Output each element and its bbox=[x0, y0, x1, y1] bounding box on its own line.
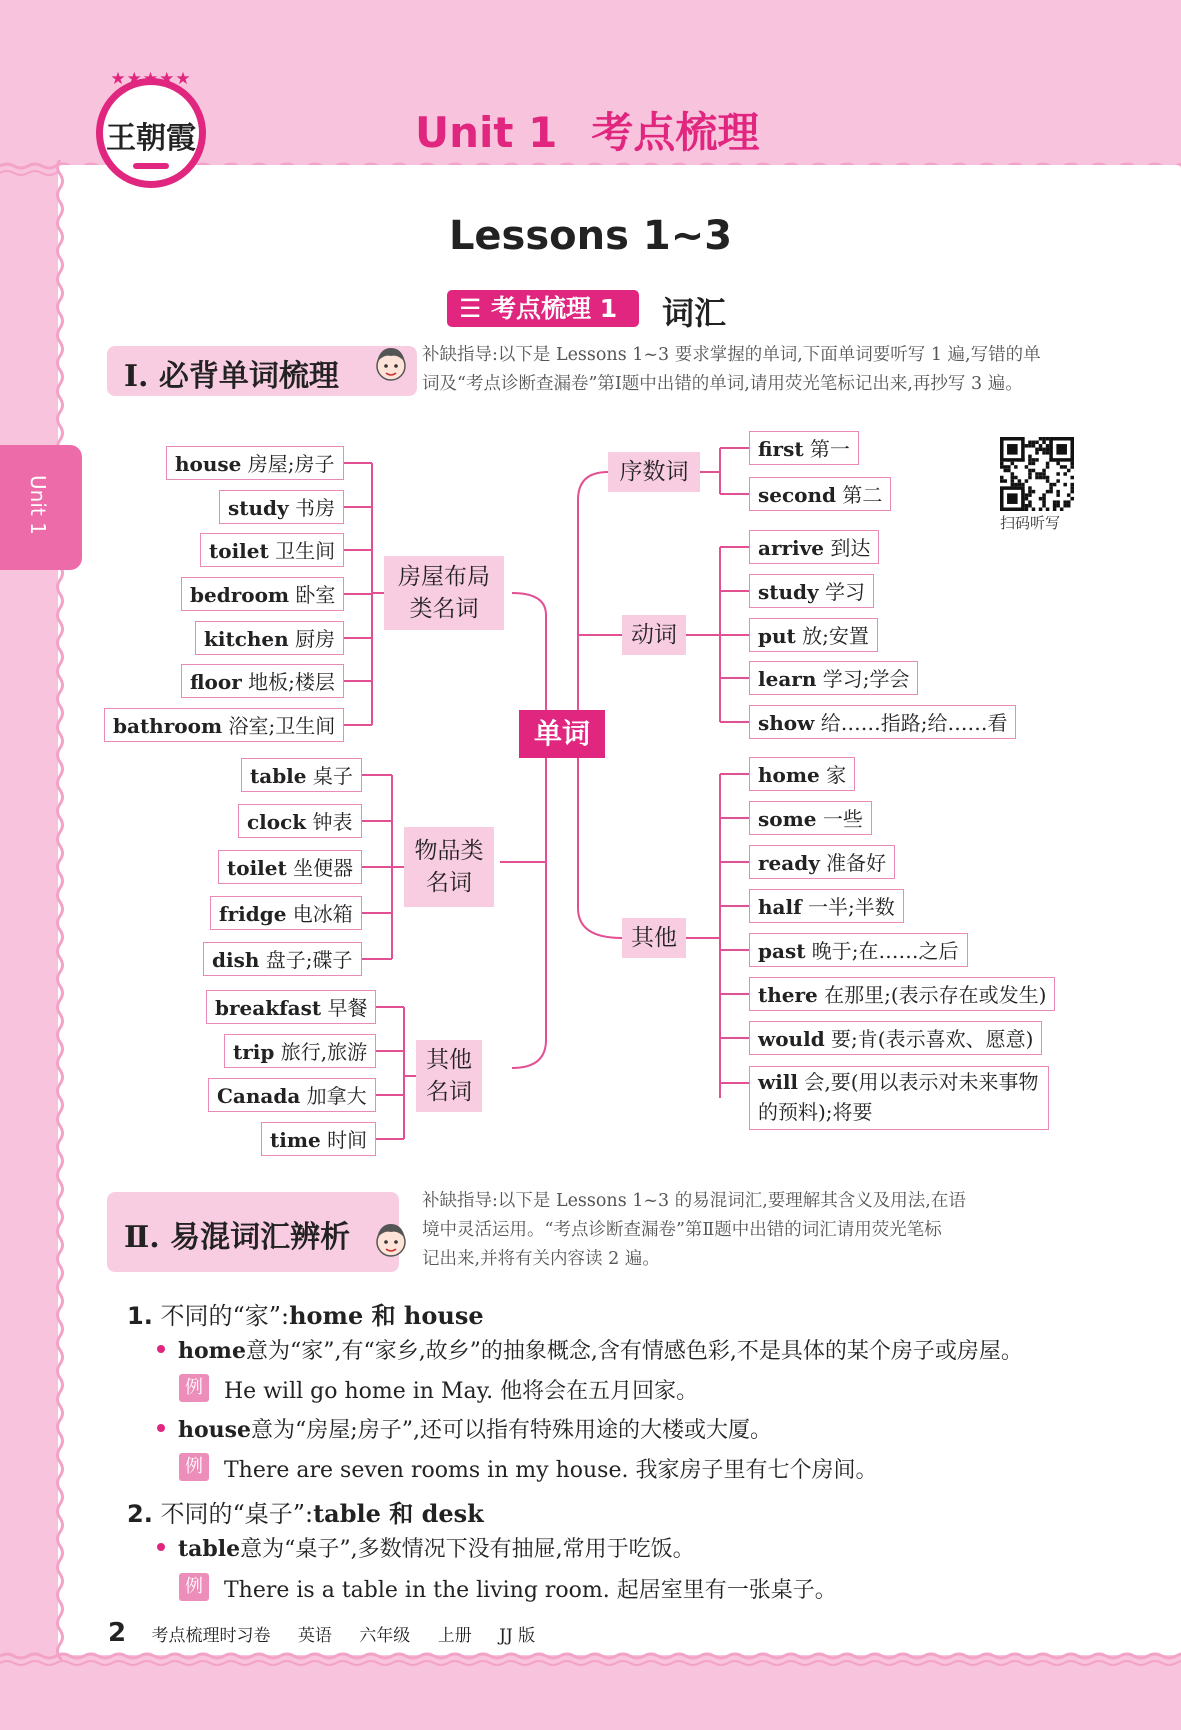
word-zh: 加拿大 bbox=[300, 1084, 367, 1108]
qr-module bbox=[1060, 507, 1064, 511]
word-zh-continued: 的预料);将要 bbox=[758, 1100, 873, 1124]
qr-module bbox=[1035, 448, 1039, 452]
qr-module bbox=[1004, 479, 1008, 483]
qr-module bbox=[1056, 493, 1060, 497]
item-heading bbox=[127, 1296, 484, 1331]
qr-module bbox=[1028, 493, 1032, 497]
side-tab bbox=[0, 445, 82, 570]
qr-module bbox=[1018, 483, 1022, 487]
qr-module bbox=[1063, 465, 1067, 469]
lessons-heading: Lessons 1~3 bbox=[448, 213, 733, 259]
word-box bbox=[241, 758, 362, 792]
qr-module bbox=[1046, 490, 1050, 494]
qr-module bbox=[1039, 472, 1043, 476]
word-en: bedroom bbox=[190, 583, 290, 607]
qr-module bbox=[1046, 476, 1050, 480]
qr-module bbox=[1046, 448, 1050, 452]
word-en: first bbox=[758, 437, 804, 461]
qr-module bbox=[1004, 465, 1008, 469]
qr-module bbox=[1049, 483, 1053, 487]
word-en: half bbox=[758, 895, 802, 919]
example-sentence: There is a table in the living room. 起居室里有一张桌子。 bbox=[224, 1578, 837, 1603]
word-en: show bbox=[758, 711, 815, 735]
qr-module bbox=[1049, 486, 1053, 490]
qr-module bbox=[1070, 483, 1074, 487]
qr-module bbox=[1000, 476, 1004, 480]
word-zh: 家 bbox=[819, 763, 847, 787]
point-body: 意为“桌子”,多数情况下没有抽屉,常用于吃饭。 bbox=[240, 1537, 695, 1562]
qr-module bbox=[1025, 507, 1029, 511]
word-zh: 卧室 bbox=[289, 583, 336, 607]
item-heading bbox=[127, 1494, 484, 1529]
word-zh: 早餐 bbox=[321, 996, 368, 1020]
category-label: 其他 bbox=[631, 925, 677, 951]
word-en: some bbox=[758, 807, 817, 831]
section-badge-label: 考点梳理 1 bbox=[491, 294, 618, 323]
word-en: will bbox=[758, 1070, 799, 1094]
category-label: 名词 bbox=[426, 1079, 472, 1105]
qr-caption: 扫码听写 bbox=[1000, 514, 1061, 532]
qr-module bbox=[1067, 493, 1071, 497]
qr-module bbox=[1046, 437, 1050, 441]
word-box bbox=[200, 533, 344, 567]
student-face-icon bbox=[372, 1218, 410, 1262]
qr-module bbox=[1028, 472, 1032, 476]
wavy-border-bottom bbox=[0, 1648, 1181, 1672]
qr-module bbox=[1004, 469, 1008, 473]
word-box bbox=[181, 577, 344, 611]
qr-module bbox=[1028, 462, 1032, 466]
word-en: floor bbox=[190, 670, 242, 694]
word-box bbox=[238, 804, 362, 838]
word-box bbox=[749, 530, 879, 564]
word-box bbox=[181, 664, 344, 698]
qr-module bbox=[1042, 469, 1046, 473]
word-zh: 第一 bbox=[803, 437, 850, 461]
word-en: put bbox=[758, 624, 796, 648]
qr-module bbox=[1070, 465, 1074, 469]
qr-module bbox=[1056, 444, 1067, 455]
page-title bbox=[415, 100, 759, 160]
qr-module bbox=[1056, 504, 1060, 508]
word-en: kitchen bbox=[204, 627, 289, 651]
qr-module bbox=[1032, 444, 1036, 448]
qr-module bbox=[1063, 483, 1067, 487]
word-zh: 在那里;(表示存在或发生) bbox=[817, 983, 1047, 1007]
logo-ribbon bbox=[133, 163, 169, 169]
category-node bbox=[416, 1040, 482, 1112]
point-body: 意为“家”,有“家乡,故乡”的抽象概念,含有情感色彩,不是具体的某个房子或房屋。 bbox=[245, 1339, 1023, 1364]
qr-module bbox=[1025, 479, 1029, 483]
qr-module bbox=[1042, 500, 1046, 504]
example-label: 例 bbox=[179, 1453, 209, 1481]
word-en: breakfast bbox=[215, 996, 322, 1020]
word-box bbox=[749, 977, 1055, 1011]
qr-module bbox=[1014, 483, 1018, 487]
category-label: 动词 bbox=[631, 622, 677, 648]
word-box bbox=[218, 850, 362, 884]
word-box bbox=[749, 477, 891, 511]
qr-module bbox=[1014, 465, 1018, 469]
qr-module bbox=[1035, 441, 1039, 445]
category-label: 其他 bbox=[426, 1047, 472, 1073]
word-en: dish bbox=[212, 948, 260, 972]
qr-module bbox=[1035, 458, 1039, 462]
word-box bbox=[749, 933, 968, 967]
word-zh: 到达 bbox=[823, 536, 871, 560]
qr-module bbox=[1042, 476, 1046, 480]
word-zh: 卫生间 bbox=[268, 539, 336, 563]
qr-module bbox=[1039, 437, 1043, 441]
category-label: 类名词 bbox=[409, 596, 479, 622]
qr-module bbox=[1028, 486, 1032, 490]
page-footer bbox=[108, 1618, 557, 1648]
category-label: 名词 bbox=[426, 870, 472, 896]
qr-module bbox=[1035, 451, 1039, 455]
qr-module bbox=[1056, 500, 1060, 504]
bullet-dot bbox=[157, 1345, 165, 1353]
qr-module bbox=[1049, 490, 1053, 494]
logo-text: 王朝霞 bbox=[106, 121, 196, 156]
word-zh: 坐便器 bbox=[286, 856, 354, 880]
point-text bbox=[178, 1413, 772, 1444]
qr-module bbox=[1028, 441, 1032, 445]
qr-module bbox=[1063, 504, 1067, 508]
point-body: 意为“房屋;房子”,还可以指有特殊用途的大楼或大厦。 bbox=[251, 1418, 772, 1443]
example-sentence: He will go home in May. 他将会在五月回家。 bbox=[224, 1379, 699, 1404]
word-box bbox=[224, 1034, 376, 1068]
item-words: table 和 desk bbox=[313, 1499, 484, 1528]
qr-module bbox=[1000, 465, 1004, 469]
word-en: ready bbox=[758, 851, 820, 875]
qr-module bbox=[1028, 469, 1032, 473]
qr-module bbox=[1042, 448, 1046, 452]
qr-module bbox=[1032, 462, 1036, 466]
qr-module bbox=[1032, 490, 1036, 494]
category-label: 房屋布局 bbox=[398, 564, 490, 590]
word-zh: 放;安置 bbox=[795, 624, 869, 648]
qr-module bbox=[1032, 458, 1036, 462]
category-label: 物品类 bbox=[414, 838, 484, 864]
word-box bbox=[195, 621, 344, 655]
word-box bbox=[749, 618, 878, 652]
word-en: there bbox=[758, 983, 818, 1007]
qr-module bbox=[1070, 490, 1074, 494]
footer-subject: 英语 bbox=[297, 1626, 332, 1646]
publisher-logo bbox=[96, 69, 206, 188]
word-zh: 浴室;卫生间 bbox=[222, 714, 336, 738]
word-en: clock bbox=[247, 810, 307, 834]
part2-guide-line1: 补缺指导:以下是 Lessons 1~3 的易混词汇,要理解其含义及用法,在语 bbox=[422, 1191, 966, 1211]
word-box bbox=[749, 431, 859, 465]
qr-module bbox=[1032, 507, 1036, 511]
word-zh: 会,要(用以表示对未来事物 bbox=[798, 1070, 1039, 1094]
category-node bbox=[384, 556, 504, 630]
title-label: 考点梳理 bbox=[591, 108, 760, 157]
qr-module bbox=[1070, 476, 1074, 480]
qr-module bbox=[1039, 444, 1043, 448]
qr-module bbox=[1007, 493, 1018, 504]
qr-module bbox=[1070, 486, 1074, 490]
word-en: toilet bbox=[227, 856, 287, 880]
qr-module bbox=[1063, 500, 1067, 504]
qr-module bbox=[1025, 497, 1029, 501]
qr-module bbox=[1067, 469, 1071, 473]
word-zh: 地板;楼层 bbox=[241, 670, 335, 694]
wavy-border-left bbox=[48, 160, 72, 1660]
qr-module bbox=[1042, 441, 1046, 445]
point-term: home bbox=[178, 1338, 246, 1364]
qr-module bbox=[1014, 476, 1018, 480]
qr-module bbox=[1028, 490, 1032, 494]
word-zh: 晚于;在……之后 bbox=[805, 939, 959, 963]
qr-module bbox=[1018, 479, 1022, 483]
word-zh: 房屋;房子 bbox=[241, 452, 335, 476]
word-zh: 学习;学会 bbox=[816, 667, 910, 691]
qr-module bbox=[1028, 455, 1032, 459]
word-zh: 电冰箱 bbox=[286, 902, 353, 926]
word-box bbox=[749, 661, 918, 695]
item-words: home 和 house bbox=[289, 1301, 484, 1330]
item-number: 2. bbox=[127, 1500, 153, 1528]
category-node bbox=[608, 452, 700, 492]
qr-module bbox=[1000, 479, 1004, 483]
word-zh: 学习 bbox=[818, 580, 866, 604]
qr-module bbox=[1067, 504, 1071, 508]
part1-guide bbox=[422, 341, 1041, 399]
qr-module bbox=[1039, 507, 1043, 511]
qr-module bbox=[1021, 483, 1025, 487]
mindmap-center: 单词 bbox=[519, 710, 605, 758]
word-box bbox=[749, 705, 1016, 739]
example-label: 例 bbox=[179, 1573, 209, 1601]
point-term: house bbox=[178, 1417, 252, 1443]
category-node bbox=[404, 827, 494, 907]
bullet-dot bbox=[157, 1543, 165, 1551]
qr-module bbox=[1056, 490, 1060, 494]
part2-guide-line3: 记出来,并将有关内容读 2 遍。 bbox=[422, 1249, 660, 1269]
part2-guide bbox=[422, 1187, 966, 1274]
qr-module bbox=[1007, 465, 1011, 469]
section-badge bbox=[447, 290, 639, 327]
qr-code-icon[interactable] bbox=[1000, 437, 1074, 511]
list-icon: ☰ bbox=[459, 294, 482, 323]
word-en: trip bbox=[233, 1040, 275, 1064]
word-zh: 第二 bbox=[836, 483, 883, 507]
qr-module bbox=[1028, 458, 1032, 462]
word-box bbox=[206, 990, 376, 1024]
section-word: 词汇 bbox=[662, 294, 727, 332]
word-en: would bbox=[758, 1027, 825, 1051]
category-node bbox=[622, 918, 686, 958]
point-text bbox=[178, 1532, 695, 1563]
qr-module bbox=[1028, 444, 1032, 448]
qr-module bbox=[1046, 462, 1050, 466]
qr-module bbox=[1032, 469, 1036, 473]
qr-module bbox=[1025, 493, 1029, 497]
qr-module bbox=[1011, 483, 1015, 487]
example-sentence: There are seven rooms in my house. 我家房子里有七个房间。 bbox=[224, 1458, 878, 1483]
word-box bbox=[749, 1021, 1042, 1055]
word-en: learn bbox=[758, 667, 817, 691]
word-box bbox=[219, 490, 344, 524]
qr-module bbox=[1007, 469, 1011, 473]
word-en: home bbox=[758, 763, 820, 787]
qr-module bbox=[1042, 493, 1046, 497]
word-en: arrive bbox=[758, 536, 824, 560]
qr-module bbox=[1028, 504, 1032, 508]
word-en: past bbox=[758, 939, 806, 963]
word-box bbox=[749, 845, 895, 879]
qr-module bbox=[1063, 472, 1067, 476]
word-box bbox=[104, 708, 344, 742]
footer-book: 考点梳理时习卷 bbox=[151, 1626, 271, 1646]
footer-volume: 上册 bbox=[437, 1626, 472, 1646]
footer-edition: JJ 版 bbox=[499, 1626, 536, 1646]
side-tab-label: Unit 1 bbox=[26, 475, 50, 535]
qr-module bbox=[1035, 476, 1039, 480]
word-zh: 给……指路;给……看 bbox=[814, 711, 1008, 735]
word-zh: 钟表 bbox=[306, 810, 353, 834]
qr-module bbox=[1053, 483, 1057, 487]
qr-module bbox=[1046, 451, 1050, 455]
part2-title: Ⅱ. 易混词汇辨析 bbox=[124, 1220, 351, 1255]
qr-module bbox=[1011, 479, 1015, 483]
word-box bbox=[749, 801, 872, 835]
word-box bbox=[210, 896, 362, 930]
qr-module bbox=[1039, 476, 1043, 480]
qr-module bbox=[1000, 462, 1004, 466]
qr-module bbox=[1042, 472, 1046, 476]
word-en: fridge bbox=[219, 902, 287, 926]
word-box bbox=[749, 574, 874, 608]
word-box bbox=[749, 757, 855, 791]
qr-module bbox=[1056, 472, 1060, 476]
qr-module bbox=[1042, 504, 1046, 508]
student-face-icon bbox=[372, 342, 410, 386]
word-en: toilet bbox=[209, 539, 269, 563]
qr-module bbox=[1039, 448, 1043, 452]
category-node bbox=[622, 615, 686, 655]
qr-module bbox=[1060, 465, 1064, 469]
qr-module bbox=[1035, 472, 1039, 476]
qr-module bbox=[1011, 472, 1015, 476]
qr-module bbox=[1032, 441, 1036, 445]
qr-module bbox=[1011, 462, 1015, 466]
qr-module bbox=[1025, 444, 1029, 448]
unit-label: Unit 1 bbox=[415, 108, 558, 157]
word-zh: 准备好 bbox=[819, 851, 887, 875]
qr-module bbox=[1042, 437, 1046, 441]
qr-module bbox=[1056, 479, 1060, 483]
qr-module bbox=[1042, 451, 1046, 455]
category-label: 序数词 bbox=[619, 459, 689, 485]
word-en: second bbox=[758, 483, 837, 507]
example-label: 例 bbox=[179, 1374, 209, 1402]
word-box bbox=[749, 1066, 1049, 1130]
item-head: 不同的“家”: bbox=[160, 1302, 290, 1330]
qr-module bbox=[1028, 476, 1032, 480]
qr-module bbox=[1025, 465, 1029, 469]
qr-module bbox=[1070, 497, 1074, 501]
word-zh: 时间 bbox=[320, 1128, 368, 1152]
bullet-dot bbox=[157, 1424, 165, 1432]
qr-module bbox=[1007, 444, 1018, 455]
qr-module bbox=[1053, 504, 1057, 508]
word-en: time bbox=[270, 1128, 321, 1152]
item-head: 不同的“桌子”: bbox=[160, 1500, 314, 1528]
qr-module bbox=[1046, 479, 1050, 483]
qr-module bbox=[1070, 462, 1074, 466]
logo-stars: ★★★★★ bbox=[110, 69, 192, 89]
qr-module bbox=[1028, 500, 1032, 504]
word-zh: 书房 bbox=[288, 496, 336, 520]
word-box bbox=[749, 889, 904, 923]
word-box bbox=[208, 1078, 376, 1112]
word-box bbox=[261, 1122, 376, 1156]
word-box bbox=[166, 446, 344, 480]
word-zh: 厨房 bbox=[288, 627, 336, 651]
part1-title: Ⅰ. 必背单词梳理 bbox=[124, 359, 339, 394]
item-number: 1. bbox=[127, 1302, 153, 1330]
qr-module bbox=[1025, 504, 1029, 508]
qr-module bbox=[1067, 500, 1071, 504]
word-box bbox=[203, 942, 362, 976]
point-term: table bbox=[178, 1536, 241, 1562]
point-text bbox=[178, 1334, 1023, 1365]
qr-module bbox=[1053, 500, 1057, 504]
word-en: Canada bbox=[217, 1084, 301, 1108]
qr-module bbox=[1011, 476, 1015, 480]
word-zh: 盘子;碟子 bbox=[259, 948, 353, 972]
qr-module bbox=[1056, 462, 1060, 466]
word-en: study bbox=[758, 580, 819, 604]
qr-module bbox=[1046, 444, 1050, 448]
qr-module bbox=[1053, 507, 1057, 511]
word-en: house bbox=[175, 452, 242, 476]
page-number: 2 bbox=[108, 1618, 127, 1648]
part2-guide-line2: 境中灵活运用。“考点诊断查漏卷”第Ⅱ题中出错的词汇请用荧光笔标 bbox=[422, 1220, 942, 1240]
word-en: table bbox=[250, 764, 307, 788]
word-zh: 一些 bbox=[816, 807, 863, 831]
word-zh: 要;肯(表示喜欢、愿意) bbox=[824, 1027, 1034, 1051]
part1-guide-line1: 补缺指导:以下是 Lessons 1~3 要求掌握的单词,下面单词要听写 1 遍,写错的单 bbox=[422, 345, 1041, 365]
qr-module bbox=[1046, 465, 1050, 469]
word-zh: 旅行,旅游 bbox=[274, 1040, 368, 1064]
word-en: study bbox=[228, 496, 289, 520]
word-zh: 桌子 bbox=[306, 764, 353, 788]
qr-module bbox=[1046, 507, 1050, 511]
word-zh: 一半;半数 bbox=[801, 895, 895, 919]
qr-module bbox=[1039, 497, 1043, 501]
part1-guide-line2: 词及“考点诊断查漏卷”第Ⅰ题中出错的单词,请用荧光笔标记出来,再抄写 3 遍。 bbox=[422, 374, 1023, 394]
word-en: bathroom bbox=[113, 714, 223, 738]
qr-module bbox=[1042, 497, 1046, 501]
footer-grade: 六年级 bbox=[359, 1626, 411, 1646]
